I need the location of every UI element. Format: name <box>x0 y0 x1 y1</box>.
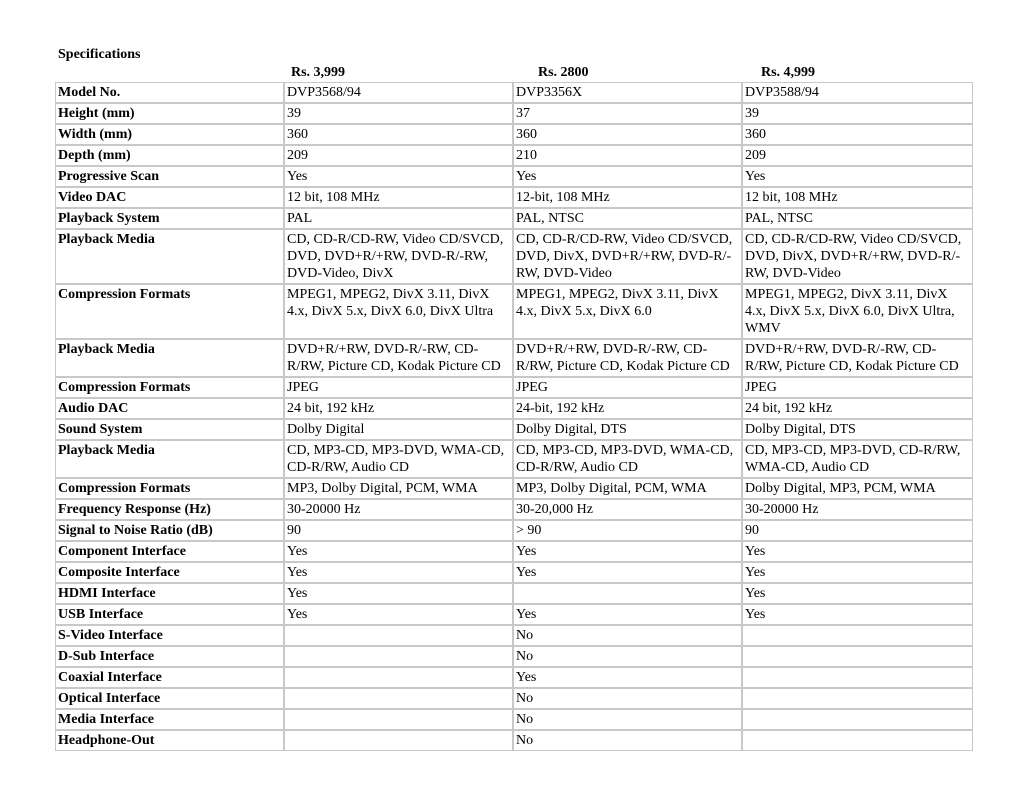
cell-value-model-1: 39 <box>284 103 513 124</box>
cell-value-model-2: No <box>513 646 742 667</box>
cell-value-model-2: DVD+R/+RW, DVD-R/-RW, CD-R/RW, Picture CD, Kodak Picture CD <box>513 339 742 377</box>
cell-value-model-2: Yes <box>513 667 742 688</box>
cell-value-model-1 <box>284 625 513 646</box>
table-row <box>55 229 973 284</box>
table-row <box>55 377 973 398</box>
row-label: Coaxial Interface <box>55 667 284 688</box>
cell-value-model-1 <box>284 730 513 751</box>
cell-value-model-1: MPEG1, MPEG2, DivX 3.11, DivX 4.x, DivX 5.x, DivX 6.0, DivX Ultra <box>284 284 513 339</box>
cell-value-model-3: Yes <box>742 562 973 583</box>
cell-value-model-1 <box>284 688 513 709</box>
cell-value-model-3: Dolby Digital, DTS <box>742 419 973 440</box>
cell-value-model-1: DVD+R/+RW, DVD-R/-RW, CD-R/RW, Picture CD, Kodak Picture CD <box>284 339 513 377</box>
cell-value-model-2: JPEG <box>513 377 742 398</box>
table-row <box>55 208 973 229</box>
cell-value-model-1: Yes <box>284 166 513 187</box>
cell-value-model-2: MP3, Dolby Digital, PCM, WMA <box>513 478 742 499</box>
cell-value-model-3: 360 <box>742 124 973 145</box>
table-row <box>55 646 973 667</box>
cell-value-model-2: 30-20,000 Hz <box>513 499 742 520</box>
table-row <box>55 440 973 478</box>
cell-value-model-1 <box>284 646 513 667</box>
row-label: HDMI Interface <box>55 583 284 604</box>
cell-value-model-2: Yes <box>513 562 742 583</box>
cell-value-model-1: Yes <box>284 604 513 625</box>
cell-value-model-3 <box>742 709 973 730</box>
cell-value-model-2: MPEG1, MPEG2, DivX 3.11, DivX 4.x, DivX 5.x, DivX 6.0 <box>513 284 742 339</box>
cell-value-model-3: JPEG <box>742 377 973 398</box>
table-row <box>55 82 973 103</box>
row-label: Playback Media <box>55 440 284 478</box>
cell-value-model-1: 24 bit, 192 kHz <box>284 398 513 419</box>
row-label: Model No. <box>55 82 284 103</box>
cell-value-model-2: > 90 <box>513 520 742 541</box>
table-row <box>55 166 973 187</box>
table-row <box>55 667 973 688</box>
price-column-1: Rs. 3,999 <box>291 65 346 80</box>
row-label: Optical Interface <box>55 688 284 709</box>
cell-value-model-2: 210 <box>513 145 742 166</box>
table-row <box>55 398 973 419</box>
row-label: Playback Media <box>55 229 284 284</box>
cell-value-model-2: Yes <box>513 541 742 562</box>
cell-value-model-1: Yes <box>284 541 513 562</box>
specifications-table <box>55 82 973 751</box>
row-label: Component Interface <box>55 541 284 562</box>
table-row <box>55 562 973 583</box>
cell-value-model-2: 37 <box>513 103 742 124</box>
cell-value-model-1 <box>284 667 513 688</box>
table-row <box>55 478 973 499</box>
row-label: Frequency Response (Hz) <box>55 499 284 520</box>
table-row <box>55 419 973 440</box>
table-row <box>55 709 973 730</box>
cell-value-model-3: Yes <box>742 604 973 625</box>
cell-value-model-2 <box>513 583 742 604</box>
price-column-3: Rs. 4,999 <box>761 65 816 80</box>
cell-value-model-2: PAL, NTSC <box>513 208 742 229</box>
cell-value-model-2: No <box>513 625 742 646</box>
cell-value-model-3: 30-20000 Hz <box>742 499 973 520</box>
table-row <box>55 145 973 166</box>
row-label: Composite Interface <box>55 562 284 583</box>
specifications-table-body <box>55 82 973 751</box>
price-column-2: Rs. 2800 <box>538 65 589 80</box>
cell-value-model-1: DVP3568/94 <box>284 82 513 103</box>
cell-value-model-1: 12 bit, 108 MHz <box>284 187 513 208</box>
row-label: Headphone-Out <box>55 730 284 751</box>
row-label: Video DAC <box>55 187 284 208</box>
cell-value-model-1 <box>284 709 513 730</box>
row-label: Compression Formats <box>55 377 284 398</box>
cell-value-model-1: JPEG <box>284 377 513 398</box>
cell-value-model-3: 90 <box>742 520 973 541</box>
cell-value-model-3: Yes <box>742 541 973 562</box>
cell-value-model-3: Yes <box>742 583 973 604</box>
cell-value-model-2: 360 <box>513 124 742 145</box>
table-row <box>55 520 973 541</box>
cell-value-model-2: Yes <box>513 166 742 187</box>
row-label: S-Video Interface <box>55 625 284 646</box>
table-row <box>55 688 973 709</box>
cell-value-model-3 <box>742 667 973 688</box>
cell-value-model-3: CD, MP3-CD, MP3-DVD, CD-R/RW, WMA-CD, Audio CD <box>742 440 973 478</box>
row-label: Signal to Noise Ratio (dB) <box>55 520 284 541</box>
cell-value-model-1: CD, CD-R/CD-RW, Video CD/SVCD, DVD, DVD+R/+RW, DVD-R/-RW, DVD-Video, DivX <box>284 229 513 284</box>
cell-value-model-3: MPEG1, MPEG2, DivX 3.11, DivX 4.x, DivX 5.x, DivX 6.0, DivX Ultra, WMV <box>742 284 973 339</box>
cell-value-model-1: Yes <box>284 562 513 583</box>
row-label: Compression Formats <box>55 284 284 339</box>
table-row <box>55 187 973 208</box>
row-label: Audio DAC <box>55 398 284 419</box>
table-row <box>55 541 973 562</box>
cell-value-model-3: 209 <box>742 145 973 166</box>
table-row <box>55 499 973 520</box>
cell-value-model-3: PAL, NTSC <box>742 208 973 229</box>
cell-value-model-1: 90 <box>284 520 513 541</box>
cell-value-model-2: No <box>513 688 742 709</box>
cell-value-model-3: Yes <box>742 166 973 187</box>
cell-value-model-2: Dolby Digital, DTS <box>513 419 742 440</box>
row-label: Playback Media <box>55 339 284 377</box>
cell-value-model-3 <box>742 646 973 667</box>
row-label: Compression Formats <box>55 478 284 499</box>
cell-value-model-1: Dolby Digital <box>284 419 513 440</box>
cell-value-model-2: No <box>513 709 742 730</box>
cell-value-model-1: CD, MP3-CD, MP3-DVD, WMA-CD, CD-R/RW, Audio CD <box>284 440 513 478</box>
cell-value-model-2: 12-bit, 108 MHz <box>513 187 742 208</box>
table-row <box>55 284 973 339</box>
cell-value-model-2: 24-bit, 192 kHz <box>513 398 742 419</box>
table-row <box>55 339 973 377</box>
cell-value-model-3 <box>742 625 973 646</box>
cell-value-model-1: MP3, Dolby Digital, PCM, WMA <box>284 478 513 499</box>
cell-value-model-3: 24 bit, 192 kHz <box>742 398 973 419</box>
cell-value-model-1: 30-20000 Hz <box>284 499 513 520</box>
cell-value-model-3: DVD+R/+RW, DVD-R/-RW, CD-R/RW, Picture CD, Kodak Picture CD <box>742 339 973 377</box>
cell-value-model-2: DVP3356X <box>513 82 742 103</box>
row-label: Media Interface <box>55 709 284 730</box>
row-label: Progressive Scan <box>55 166 284 187</box>
page-title: Specifications <box>58 47 141 62</box>
table-row <box>55 625 973 646</box>
cell-value-model-3 <box>742 688 973 709</box>
cell-value-model-3: Dolby Digital, MP3, PCM, WMA <box>742 478 973 499</box>
cell-value-model-1: 209 <box>284 145 513 166</box>
row-label: Height (mm) <box>55 103 284 124</box>
row-label: Playback System <box>55 208 284 229</box>
cell-value-model-1: 360 <box>284 124 513 145</box>
row-label: Depth (mm) <box>55 145 284 166</box>
cell-value-model-2: CD, CD-R/CD-RW, Video CD/SVCD, DVD, DivX, DVD+R/+RW, DVD-R/-RW, DVD-Video <box>513 229 742 284</box>
table-row <box>55 124 973 145</box>
cell-value-model-1: Yes <box>284 583 513 604</box>
cell-value-model-3: CD, CD-R/CD-RW, Video CD/SVCD, DVD, DivX, DVD+R/+RW, DVD-R/-RW, DVD-Video <box>742 229 973 284</box>
row-label: Sound System <box>55 419 284 440</box>
cell-value-model-3: 39 <box>742 103 973 124</box>
table-row <box>55 103 973 124</box>
cell-value-model-2: No <box>513 730 742 751</box>
row-label: Width (mm) <box>55 124 284 145</box>
cell-value-model-3: 12 bit, 108 MHz <box>742 187 973 208</box>
table-row <box>55 730 973 751</box>
cell-value-model-2: CD, MP3-CD, MP3-DVD, WMA-CD, CD-R/RW, Audio CD <box>513 440 742 478</box>
row-label: D-Sub Interface <box>55 646 284 667</box>
row-label: USB Interface <box>55 604 284 625</box>
cell-value-model-1: PAL <box>284 208 513 229</box>
cell-value-model-2: Yes <box>513 604 742 625</box>
table-row <box>55 604 973 625</box>
cell-value-model-3 <box>742 730 973 751</box>
table-row <box>55 583 973 604</box>
cell-value-model-3: DVP3588/94 <box>742 82 973 103</box>
